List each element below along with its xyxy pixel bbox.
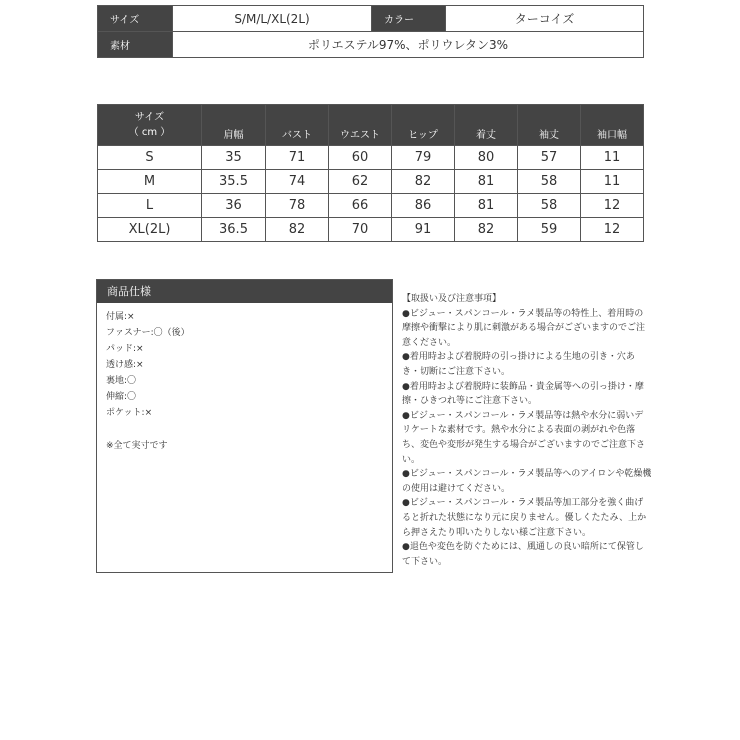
column-header: 袖口幅	[581, 105, 644, 146]
row-size: M	[98, 170, 202, 194]
table-cell: 58	[518, 194, 581, 218]
column-header: 肩幅	[202, 105, 266, 146]
table-cell: 60	[329, 146, 392, 170]
table-cell: 82	[266, 218, 329, 242]
table-row	[98, 146, 644, 170]
table-cell: 11	[581, 170, 644, 194]
table-cell: 82	[455, 218, 518, 242]
table-cell: 81	[455, 170, 518, 194]
spec-item: 透け感:×	[106, 360, 144, 370]
column-header: 袖丈	[518, 105, 581, 146]
color-value: ターコイズ	[446, 6, 644, 32]
table-cell: 36.5	[202, 218, 266, 242]
table-cell: 58	[518, 170, 581, 194]
size-table	[97, 104, 644, 242]
table-cell: 66	[329, 194, 392, 218]
table-cell: 11	[581, 146, 644, 170]
table-row	[98, 194, 644, 218]
info-row-material	[98, 32, 644, 58]
material-value: ポリエステル97%、ポリウレタン3%	[173, 32, 644, 58]
spec-item: 伸縮:〇	[106, 392, 137, 402]
column-header: バスト	[266, 105, 329, 146]
table-cell: 35	[202, 146, 266, 170]
table-cell: 74	[266, 170, 329, 194]
spec-item: ポケット:×	[106, 408, 153, 418]
size-header-unit: （ cm ）	[128, 127, 171, 138]
table-cell: 70	[329, 218, 392, 242]
caution-notes	[402, 292, 652, 569]
table-cell: 36	[202, 194, 266, 218]
table-cell: 57	[518, 146, 581, 170]
spec-note: ※全て実寸です	[106, 441, 168, 451]
column-header: ウエスト	[329, 105, 392, 146]
table-cell: 79	[392, 146, 455, 170]
caution-heading: 【取扱い及び注意事項】	[402, 294, 502, 304]
size-header	[98, 105, 202, 146]
table-cell: 62	[329, 170, 392, 194]
table-cell: 91	[392, 218, 455, 242]
column-header: ヒップ	[392, 105, 455, 146]
row-size: L	[98, 194, 202, 218]
table-cell: 80	[455, 146, 518, 170]
color-label: カラー	[372, 6, 446, 32]
caution-paragraph: ●ビジュー・スパンコール・ラメ製品等の特性上、着用時の摩擦や衝撃により肌に刺激がある場合がございますのでご注意ください。	[402, 308, 646, 348]
size-value: S/M/L/XL(2L)	[173, 6, 372, 32]
size-header-label: サイズ	[134, 112, 165, 123]
spec-item: 付属:×	[106, 312, 135, 322]
table-cell: 35.5	[202, 170, 266, 194]
caution-paragraph: ●着用時および着脱時に装飾品・貴金属等への引っ掛け・摩擦・ひきつれ等にご注意下さい。	[402, 381, 644, 407]
table-cell: 59	[518, 218, 581, 242]
table-cell: 82	[392, 170, 455, 194]
caution-paragraph: ●ビジュー・スパンコール・ラメ製品等は熱や水分に弱いデリケートな素材です。熱や水分による表面の剥がれや色落ち、変色や変形が発生する場合がございますのでご注意下さい。	[402, 410, 646, 465]
table-cell: 12	[581, 218, 644, 242]
caution-paragraph: ●退色や変色を防ぐためには、風通しの良い暗所にて保管して下さい。	[402, 542, 644, 567]
spec-item: ファスナー:〇（後）	[106, 328, 190, 338]
table-cell: 78	[266, 194, 329, 218]
table-cell: 12	[581, 194, 644, 218]
material-label: 素材	[98, 32, 173, 58]
table-cell: 86	[392, 194, 455, 218]
caution-paragraph: ●ビジュー・スパンコール・ラメ製品等加工部分を強く曲げると折れた状態になり元に戻りません。優しくたたみ、上から押さえたり叩いたりしない様ご注意下さい。	[402, 498, 647, 538]
table-cell: 71	[266, 146, 329, 170]
table-row	[98, 170, 644, 194]
spec-title: 商品仕様	[97, 280, 392, 303]
size-table-header	[98, 105, 644, 146]
product-spec-box	[96, 279, 393, 573]
spec-item: 裏地:〇	[106, 376, 137, 386]
column-header: 着丈	[455, 105, 518, 146]
size-label: サイズ	[98, 6, 173, 32]
row-size: S	[98, 146, 202, 170]
caution-paragraph: ●ビジュー・スパンコール・ラメ製品等へのアイロンや乾燥機の使用は避けてください。	[402, 469, 652, 494]
spec-list	[97, 303, 392, 421]
caution-paragraph: ●着用時および着脱時の引っ掛けによる生地の引き・穴あき・切断にご注意下さい。	[402, 352, 635, 377]
product-info-table	[97, 5, 644, 58]
spec-item: パッド:×	[106, 344, 144, 354]
row-size: XL(2L)	[98, 218, 202, 242]
table-row	[98, 218, 644, 242]
table-cell: 81	[455, 194, 518, 218]
info-row-size-color	[98, 6, 644, 32]
